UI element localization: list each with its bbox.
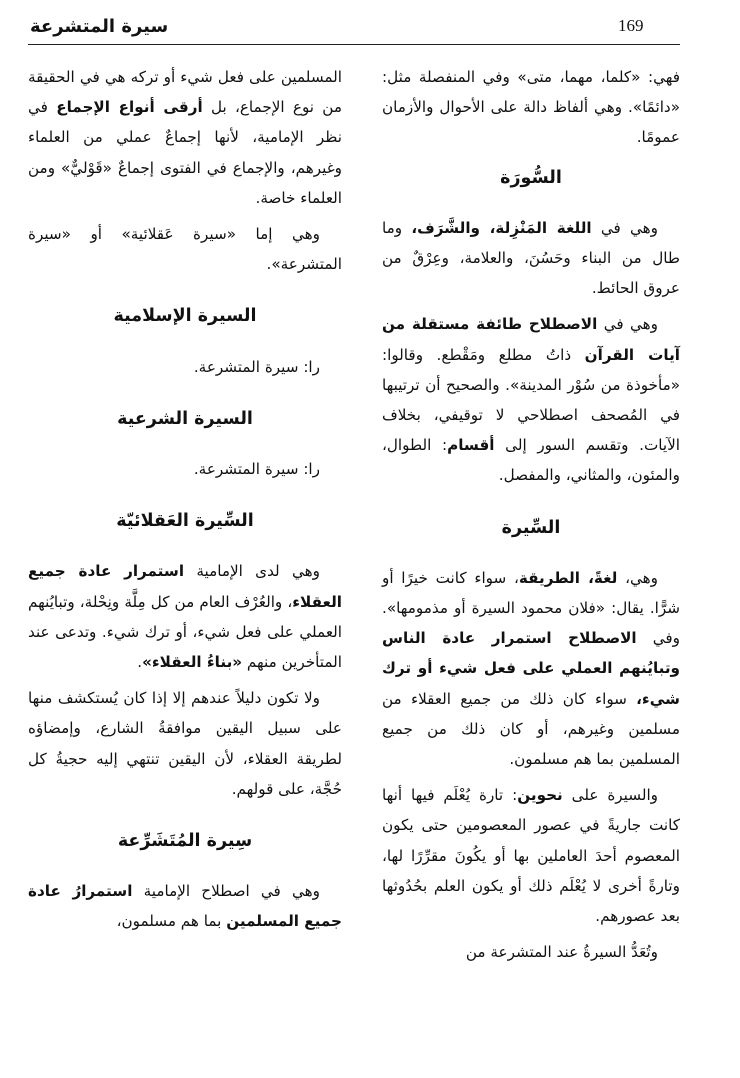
entry-title-rational-sirah: السِّيرة العَقلائيّة [116, 511, 254, 532]
page-number: 169 [618, 16, 644, 35]
entry-title-mutasharriah-sirah: سِيرة المُتَشَرِّعة [117, 831, 253, 852]
entry-title-sirah: السِّيرة [501, 517, 561, 538]
continued-paragraph-left: المسلمين على فعل شيء أو تركه هي في الحقيقة من نوع الإجماع، بل أرقى أنواع الإجماع في نظر الإمامية، لأنها إجماعٌ عملي من العلماء وغيرهم، والإجماع في الفتوى إجماعٌ «قَوْليٌّ» ومن العلماء خاصة. [28, 68, 342, 207]
surah-definition-technical: وهي في الاصطلاح طائفة مستقلة من آيات القرآن ذاتُ مطلع ومَقْطع. وقالوا: «مأخوذة من سُوْر المدينة». والصحيح أن ترتيبها في المُصحف اصطلاحي لا توقيفي، بخلاف الآيات. وتقسم السور إلى أقسام: الطوال، والمئون، والمثاني، والمفصل. [382, 315, 680, 485]
sirah-kinds: وهي إما «سيرة عَقلائية» أو «سيرة المتشرعة». [28, 225, 342, 274]
continued-paragraph: فهي: «كلما، مهما، متى» وفي المنفصلة مثل: «دائمًا». وهي ألفاظ دالة على الأحوال والأزمان عمومًا. [382, 68, 680, 147]
running-title: سيرة المتشرعة [30, 16, 169, 37]
sirah-continued: وتُعَدُّ السيرةُ عند المتشرعة من [465, 943, 658, 962]
mutasharriah-definition: وهي في اصطلاح الإمامية استمرارُ عادة جميع المسلمين بما هم مسلمون، [28, 882, 342, 931]
entry-title-islamic-sirah: السيرة الإسلامية [113, 306, 257, 327]
sirah-definition: وهي، لغةً، الطريقة، سواء كانت خيرًا أو شرًّا. يقال: «فلان محمود السيرة أو مذمومها». وفي الاصطلاح استمرار عادة الناس وتبايُنهم العملي على فعل شيء أو ترك شيء، سواء كان ذلك من جميع العقلاء من مسلمين وغيرهم، أو كان ذلك من جميع المسلمين بما هم مسلمون. [382, 568, 680, 769]
cross-reference: را: سيرة المتشرعة. [193, 357, 320, 376]
sirah-types: والسيرة على نحوين: تارة يُعْلَم فيها أنها كانت جاريةً في عصور المعصومين حتى يكون المعصوم أحدَ العاملين بها أو يكُونَ مقرِّرًا لها، وتارةً أخرى لا يُعْلَم ذلك أو يكون العلم بحُدُوثها بعد عصورهم. [382, 786, 680, 926]
left-column [28, 62, 342, 943]
surah-definition-lexical: وهي في اللغة المَنْزِلة، والشَّرَف، وما طال من البناء وحَسُنَ، والعلامة، وعِرْقٌ من عروق الحائط. [382, 218, 680, 298]
right-column [382, 62, 680, 973]
cross-reference: را: سيرة المتشرعة. [193, 460, 320, 479]
rational-sirah-condition: ولا تكون دليلاً عندهم إلا إذا كان يُستكشف منها على سبيل اليقين موافقةُ الشارع، وإمضاؤه لطريقة العقلاء، لأن اليقين تنتهي إليه حجيةُ كل حُجَّة، على قولهم. [28, 689, 342, 798]
rational-sirah-definition: وهي لدى الإمامية استمرار عادة جميع العقلاء، والعُرْف العام من كل مِلَّة ونِحْلة، وتبايُنهم العملي على فعل شيء، أو ترك شيء. وتدعى عند المتأخرين منهم «بناءُ العقلاء». [28, 562, 342, 672]
entry-title-surah: السُّورَة [500, 167, 562, 188]
entry-title-shariah-sirah: السيرة الشرعية [117, 408, 253, 429]
